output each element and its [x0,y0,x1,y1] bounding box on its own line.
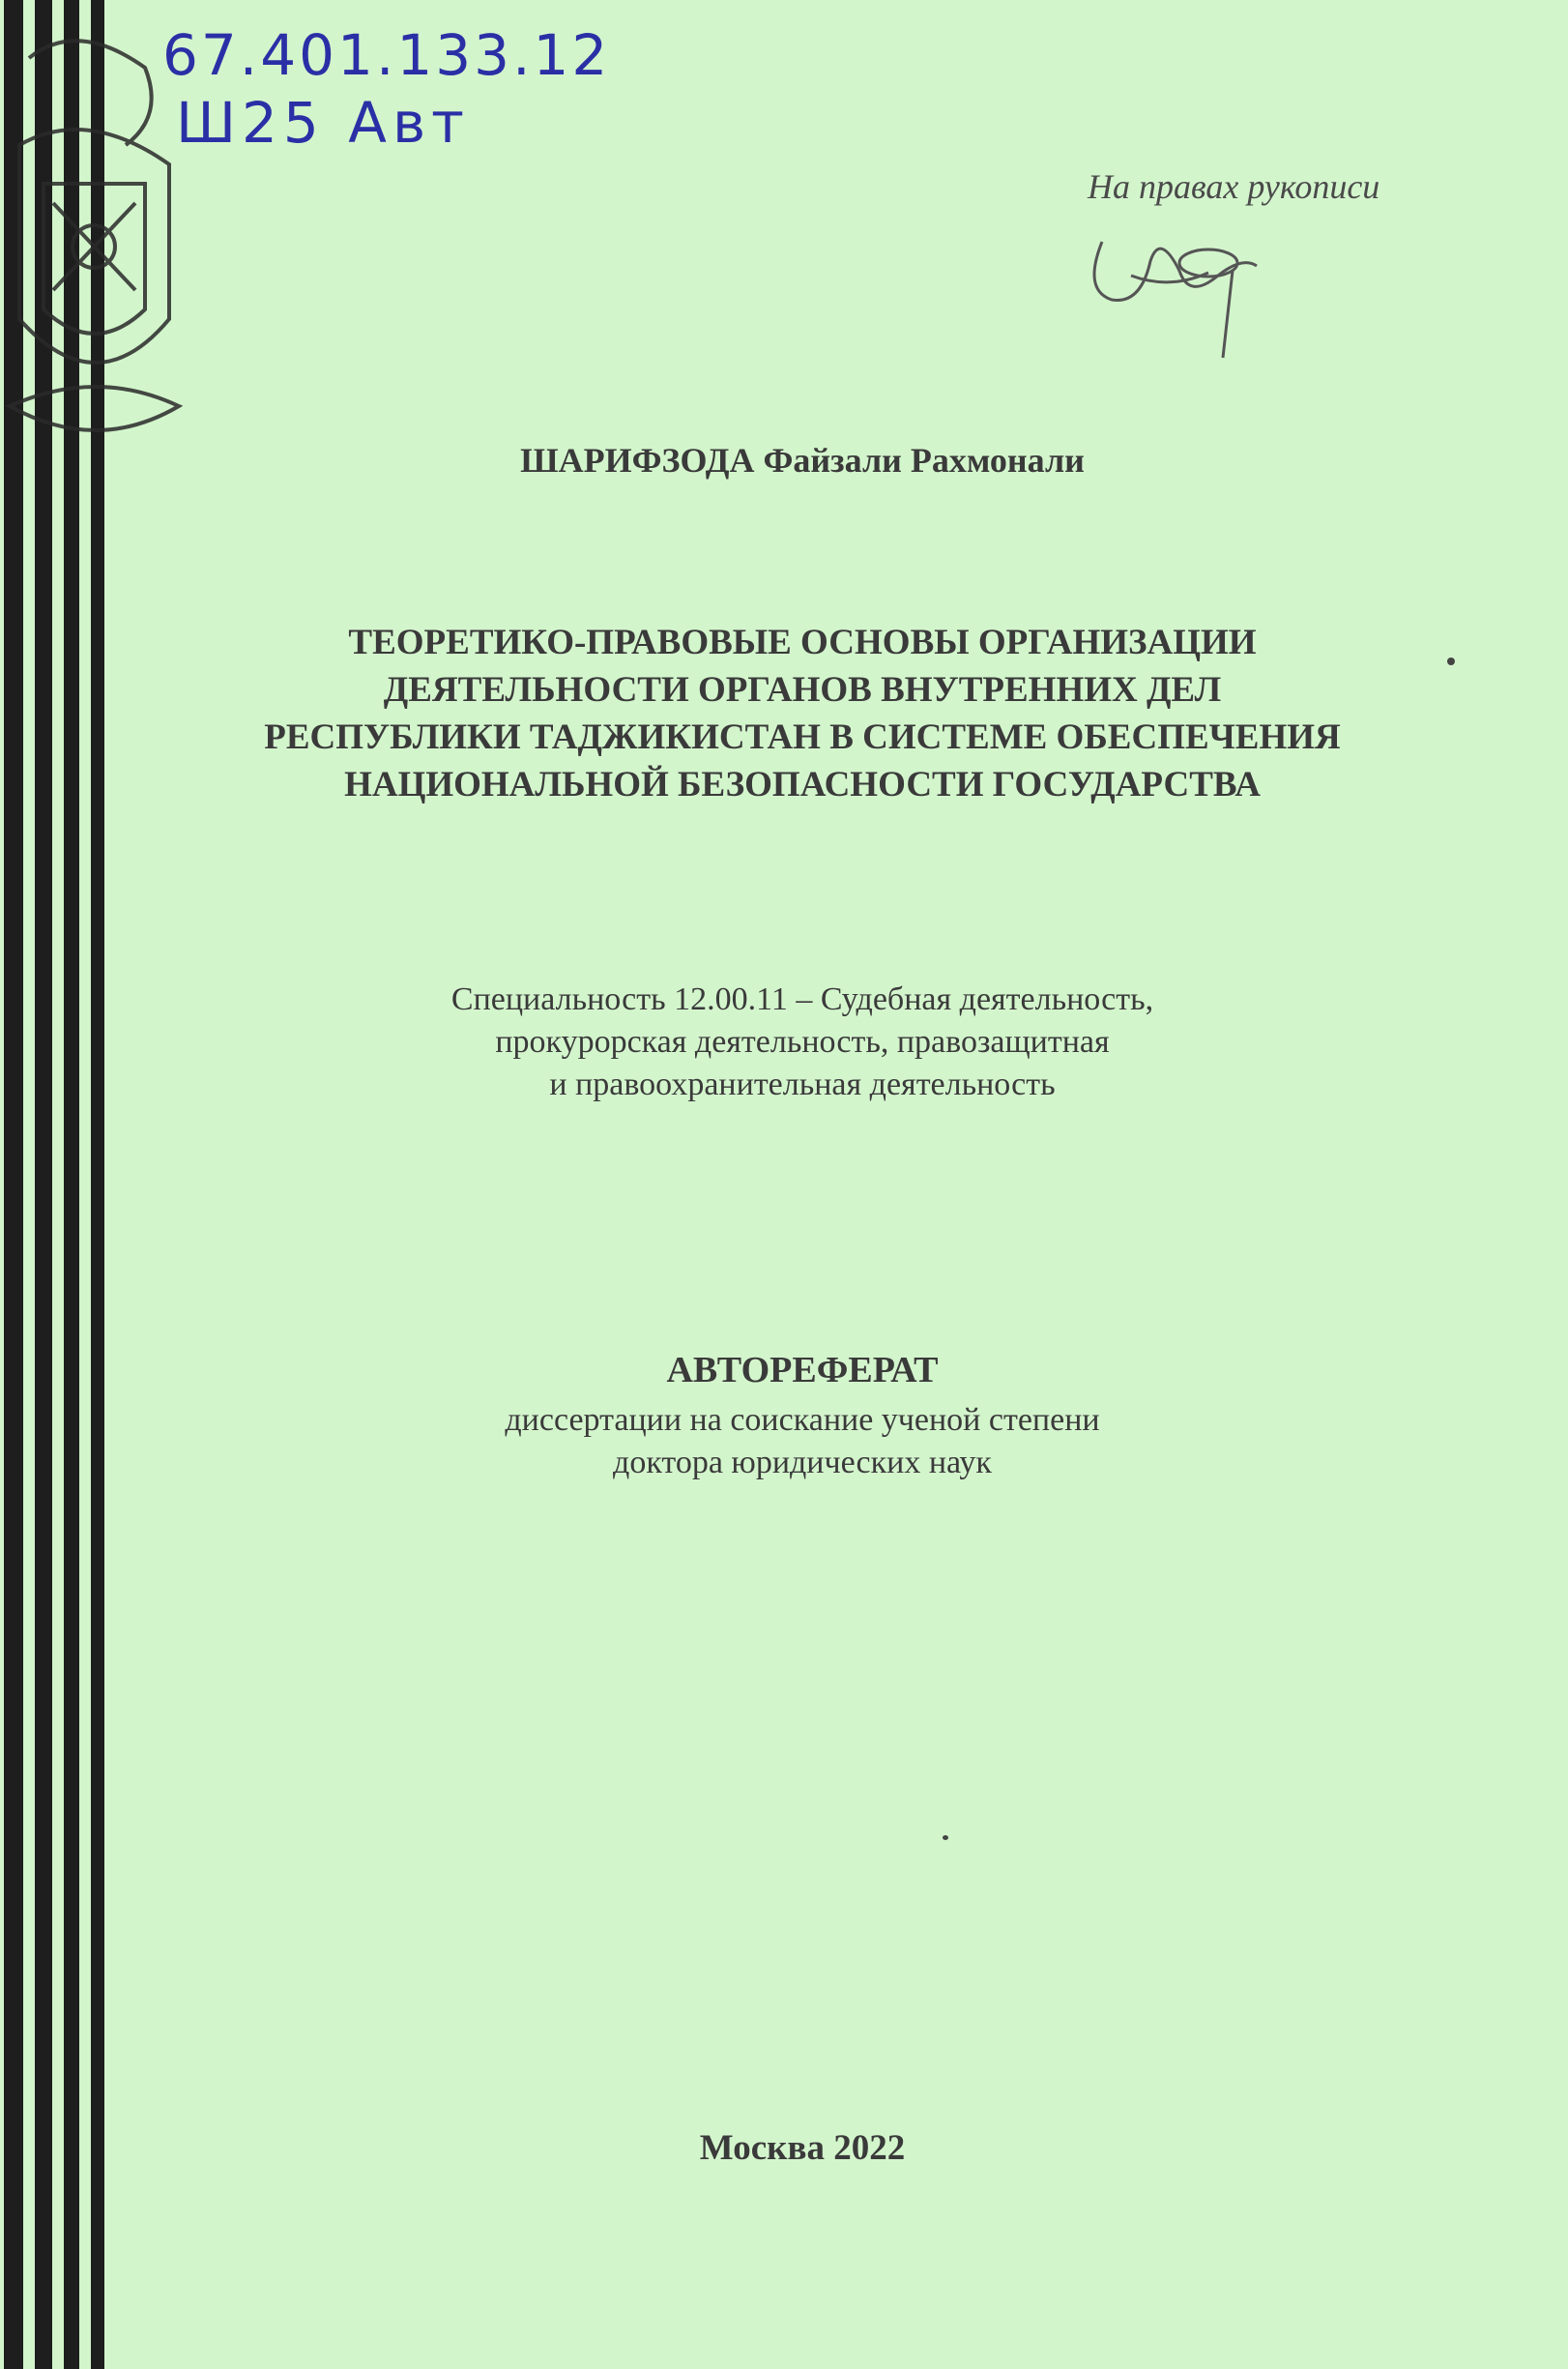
abstract-heading: АВТОРЕФЕРАТ [666,1350,939,1390]
title-line: ДЕЯТЕЛЬНОСТИ ОРГАНОВ ВНУТРЕННИХ ДЕЛ [383,670,1222,710]
specialty-line: и правоохранительная деятельность [549,1067,1056,1102]
author-name: ШАРИФЗОДА Файзали Рахмонали [520,441,1085,480]
specialty-line: прокурорская деятельность, правозащитная [495,1024,1110,1060]
abstract-line: диссертации на соискание ученой степени [505,1402,1100,1438]
signature-icon [1073,184,1286,377]
scan-speck [1447,658,1455,665]
specialty-block [174,979,1431,1106]
place-and-year: Москва 2022 [699,2128,906,2168]
library-shelf-mark: Ш25 Авт [176,90,470,156]
rights-note: На правах рукописи [1088,167,1380,206]
title-line: НАЦИОНАЛЬНОЙ БЕЗОПАСНОСТИ ГОСУДАРСТВА [344,765,1261,804]
title-line: ТЕОРЕТИКО-ПРАВОВЫЕ ОСНОВЫ ОРГАНИЗАЦИИ [348,623,1257,662]
specialty-line: Специальность 12.00.11 – Судебная деятельность, [450,981,1154,1017]
scan-speck [943,1835,948,1840]
title-line: РЕСПУБЛИКИ ТАДЖИКИСТАН В СИСТЕМЕ ОБЕСПЕЧЕНИЯ [264,717,1341,757]
abstract-line: доктора юридических наук [613,1445,992,1480]
library-code: 67.401.133.12 [162,22,611,88]
abstract-description [174,1399,1431,1484]
dissertation-title [174,619,1431,808]
